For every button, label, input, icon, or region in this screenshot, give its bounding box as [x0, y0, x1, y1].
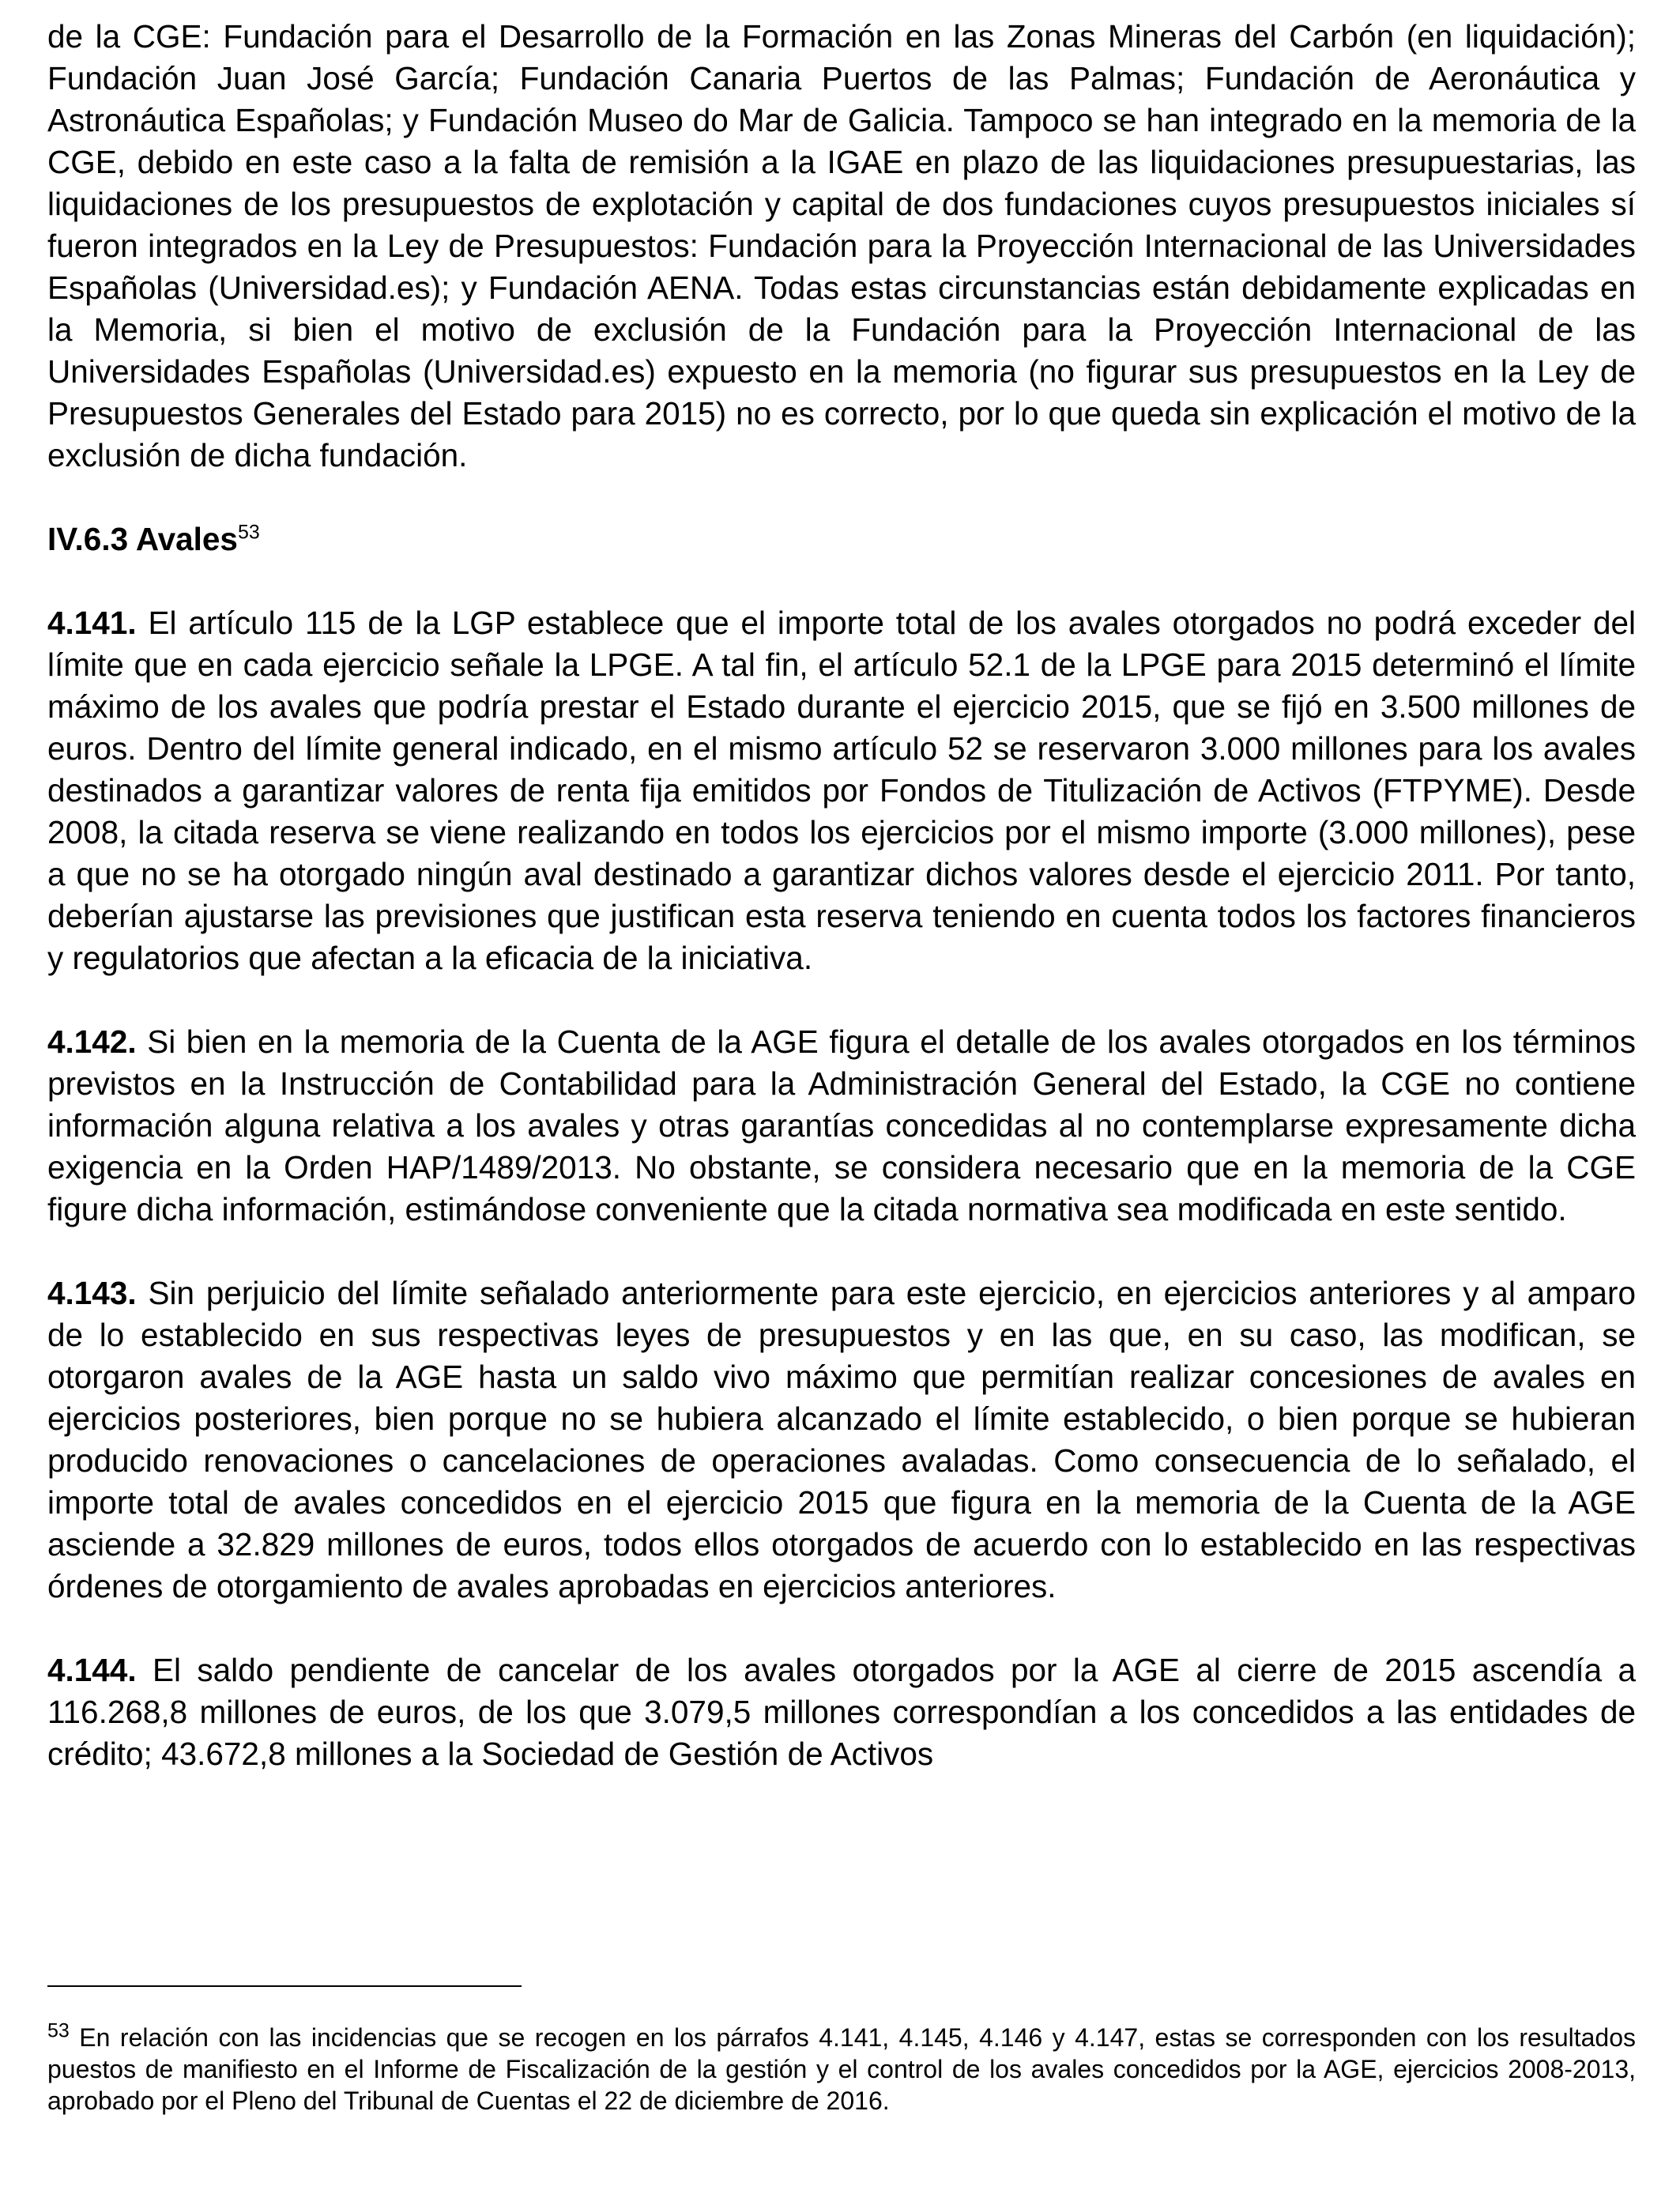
section-title: IV.6.3 Avales: [47, 521, 238, 557]
paragraph-4-143: [47, 1272, 1636, 1608]
paragraph-number: 4.141.: [47, 605, 137, 641]
intro-paragraph: de la CGE: Fundación para el Desarrollo de la Formación en las Zonas Mineras del Carbón (en liquidación); Fundación Juan José García; Fundación Canaria Puertos de las Palmas; Fundación de Aeronáutica y Astronáutica Españolas; y Fundación Museo do Mar de Galicia. Tampoco se han integrado en la memoria de la CGE, debido en este caso a la falta de remisión a la IGAE en plazo de las liquidaciones presupuestarias, las liquidaciones de los presupuestos de explotación y capital de dos fundaciones cuyos presupuestos iniciales sí fueron integrados en la Ley de Presupuestos: Fundación para la Proyección Internacional de las Universidades Españolas (Universidad.es); y Fundación AENA. Todas estas circunstancias están debidamente explicadas en la Memoria, si bien el motivo de exclusión de la Fundación para la Proyección Internacional de las Universidades Españolas (Universidad.es) expuesto en la memoria (no figurar sus presupuestos en la Ley de Presupuestos Generales del Estado para 2015) no es correcto, por lo que queda sin explicación el motivo de la exclusión de dicha fundación.: [47, 18, 1636, 473]
spacer: [47, 979, 1636, 1021]
spacer: [47, 1231, 1636, 1272]
footnote-number: 53: [47, 2019, 70, 2042]
paragraph-text: El artículo 115 de la LGP establece que el importe total de los avales otorgados no podrá exceder del límite que en cada ejercicio señale la LPGE. A tal fin, el artículo 52.1 de la LPGE para 2015 determinó el límite máximo de los avales que podría prestar el Estado durante el ejercicio 2015, que se fijó en 3.500 millones de euros. Dentro del límite general indicado, en el mismo artículo 52 se reservaron 3.000 millones para los avales destinados a garantizar valores de renta fija emitidos por Fondos de Titulización de Activos (FTPYME). Desde 2008, la citada reserva se viene realizando en todos los ejercicios por el mismo importe (3.000 millones), pese a que no se ha otorgado ningún aval destinado a garantizar dichos valores desde el ejercicio 2011. Por tanto, deberían ajustarse las previsiones que justifican esta reserva teniendo en cuenta todos los factores financieros y regulatorios que afectan a la eficacia de la iniciativa.: [47, 605, 1636, 976]
footnote-divider: [47, 1985, 522, 1987]
spacer: [47, 477, 1636, 518]
footnote-reference[interactable]: 53: [237, 521, 260, 544]
document-page: [47, 16, 1636, 1775]
paragraph-4-144: [47, 1649, 1636, 1775]
paragraph-4-142: [47, 1021, 1636, 1231]
paragraph-number: 4.143.: [47, 1275, 137, 1311]
paragraph-number: 4.142.: [47, 1023, 137, 1060]
section-heading: [47, 518, 1636, 560]
spacer: [47, 560, 1636, 602]
spacer: [47, 1608, 1636, 1649]
footnote: [47, 2019, 1637, 2117]
footnote-text: En relación con las incidencias que se recogen en los párrafos 4.141, 4.145, 4.146 y 4.147, estas se corresponden con los resultados puestos de manifiesto en el Informe de Fiscalización de la gestión y el control de los avales concedidos por la AGE, ejercicios 2008-2013, aprobado por el Pleno del Tribunal de Cuentas el 22 de diciembre de 2016.: [47, 2023, 1637, 2115]
paragraph-text: Si bien en la memoria de la Cuenta de la AGE figura el detalle de los avales otorgados en los términos previstos en la Instrucción de Contabilidad para la Administración General del Estado, la CGE no contiene información alguna relativa a los avales y otras garantías concedidas al no contemplarse expresamente dicha exigencia en la Orden HAP/1489/2013. No obstante, se considera necesario que en la memoria de la CGE figure dicha información, estimándose conveniente que la citada normativa sea modificada en este sentido.: [47, 1023, 1636, 1227]
paragraph-text: El saldo pendiente de cancelar de los avales otorgados por la AGE al cierre de 2015 ascendía a 116.268,8 millones de euros, de los que 3.079,5 millones correspondían a los concedidos a las entidades de crédito; 43.672,8 millones a la Sociedad de Gestión de Activos: [47, 1652, 1636, 1772]
paragraph-number: 4.144.: [47, 1652, 137, 1688]
paragraph-text: Sin perjuicio del límite señalado anteriormente para este ejercicio, en ejercicios anteriores y al amparo de lo establecido en sus respectivas leyes de presupuestos y en las que, en su caso, las modifican, se otorgaron avales de la AGE hasta un saldo vivo máximo que permitían realizar concesiones de avales en ejercicios posteriores, bien porque no se hubiera alcanzado el límite establecido, o bien porque se hubieran producido renovaciones o cancelaciones de operaciones avaladas. Como consecuencia de lo señalado, el importe total de avales concedidos en el ejercicio 2015 que figura en la memoria de la Cuenta de la AGE asciende a 32.829 millones de euros, todos ellos otorgados de acuerdo con lo establecido en las respectivas órdenes de otorgamiento de avales aprobadas en ejercicios anteriores.: [47, 1275, 1636, 1604]
paragraph-4-141: [47, 602, 1636, 979]
